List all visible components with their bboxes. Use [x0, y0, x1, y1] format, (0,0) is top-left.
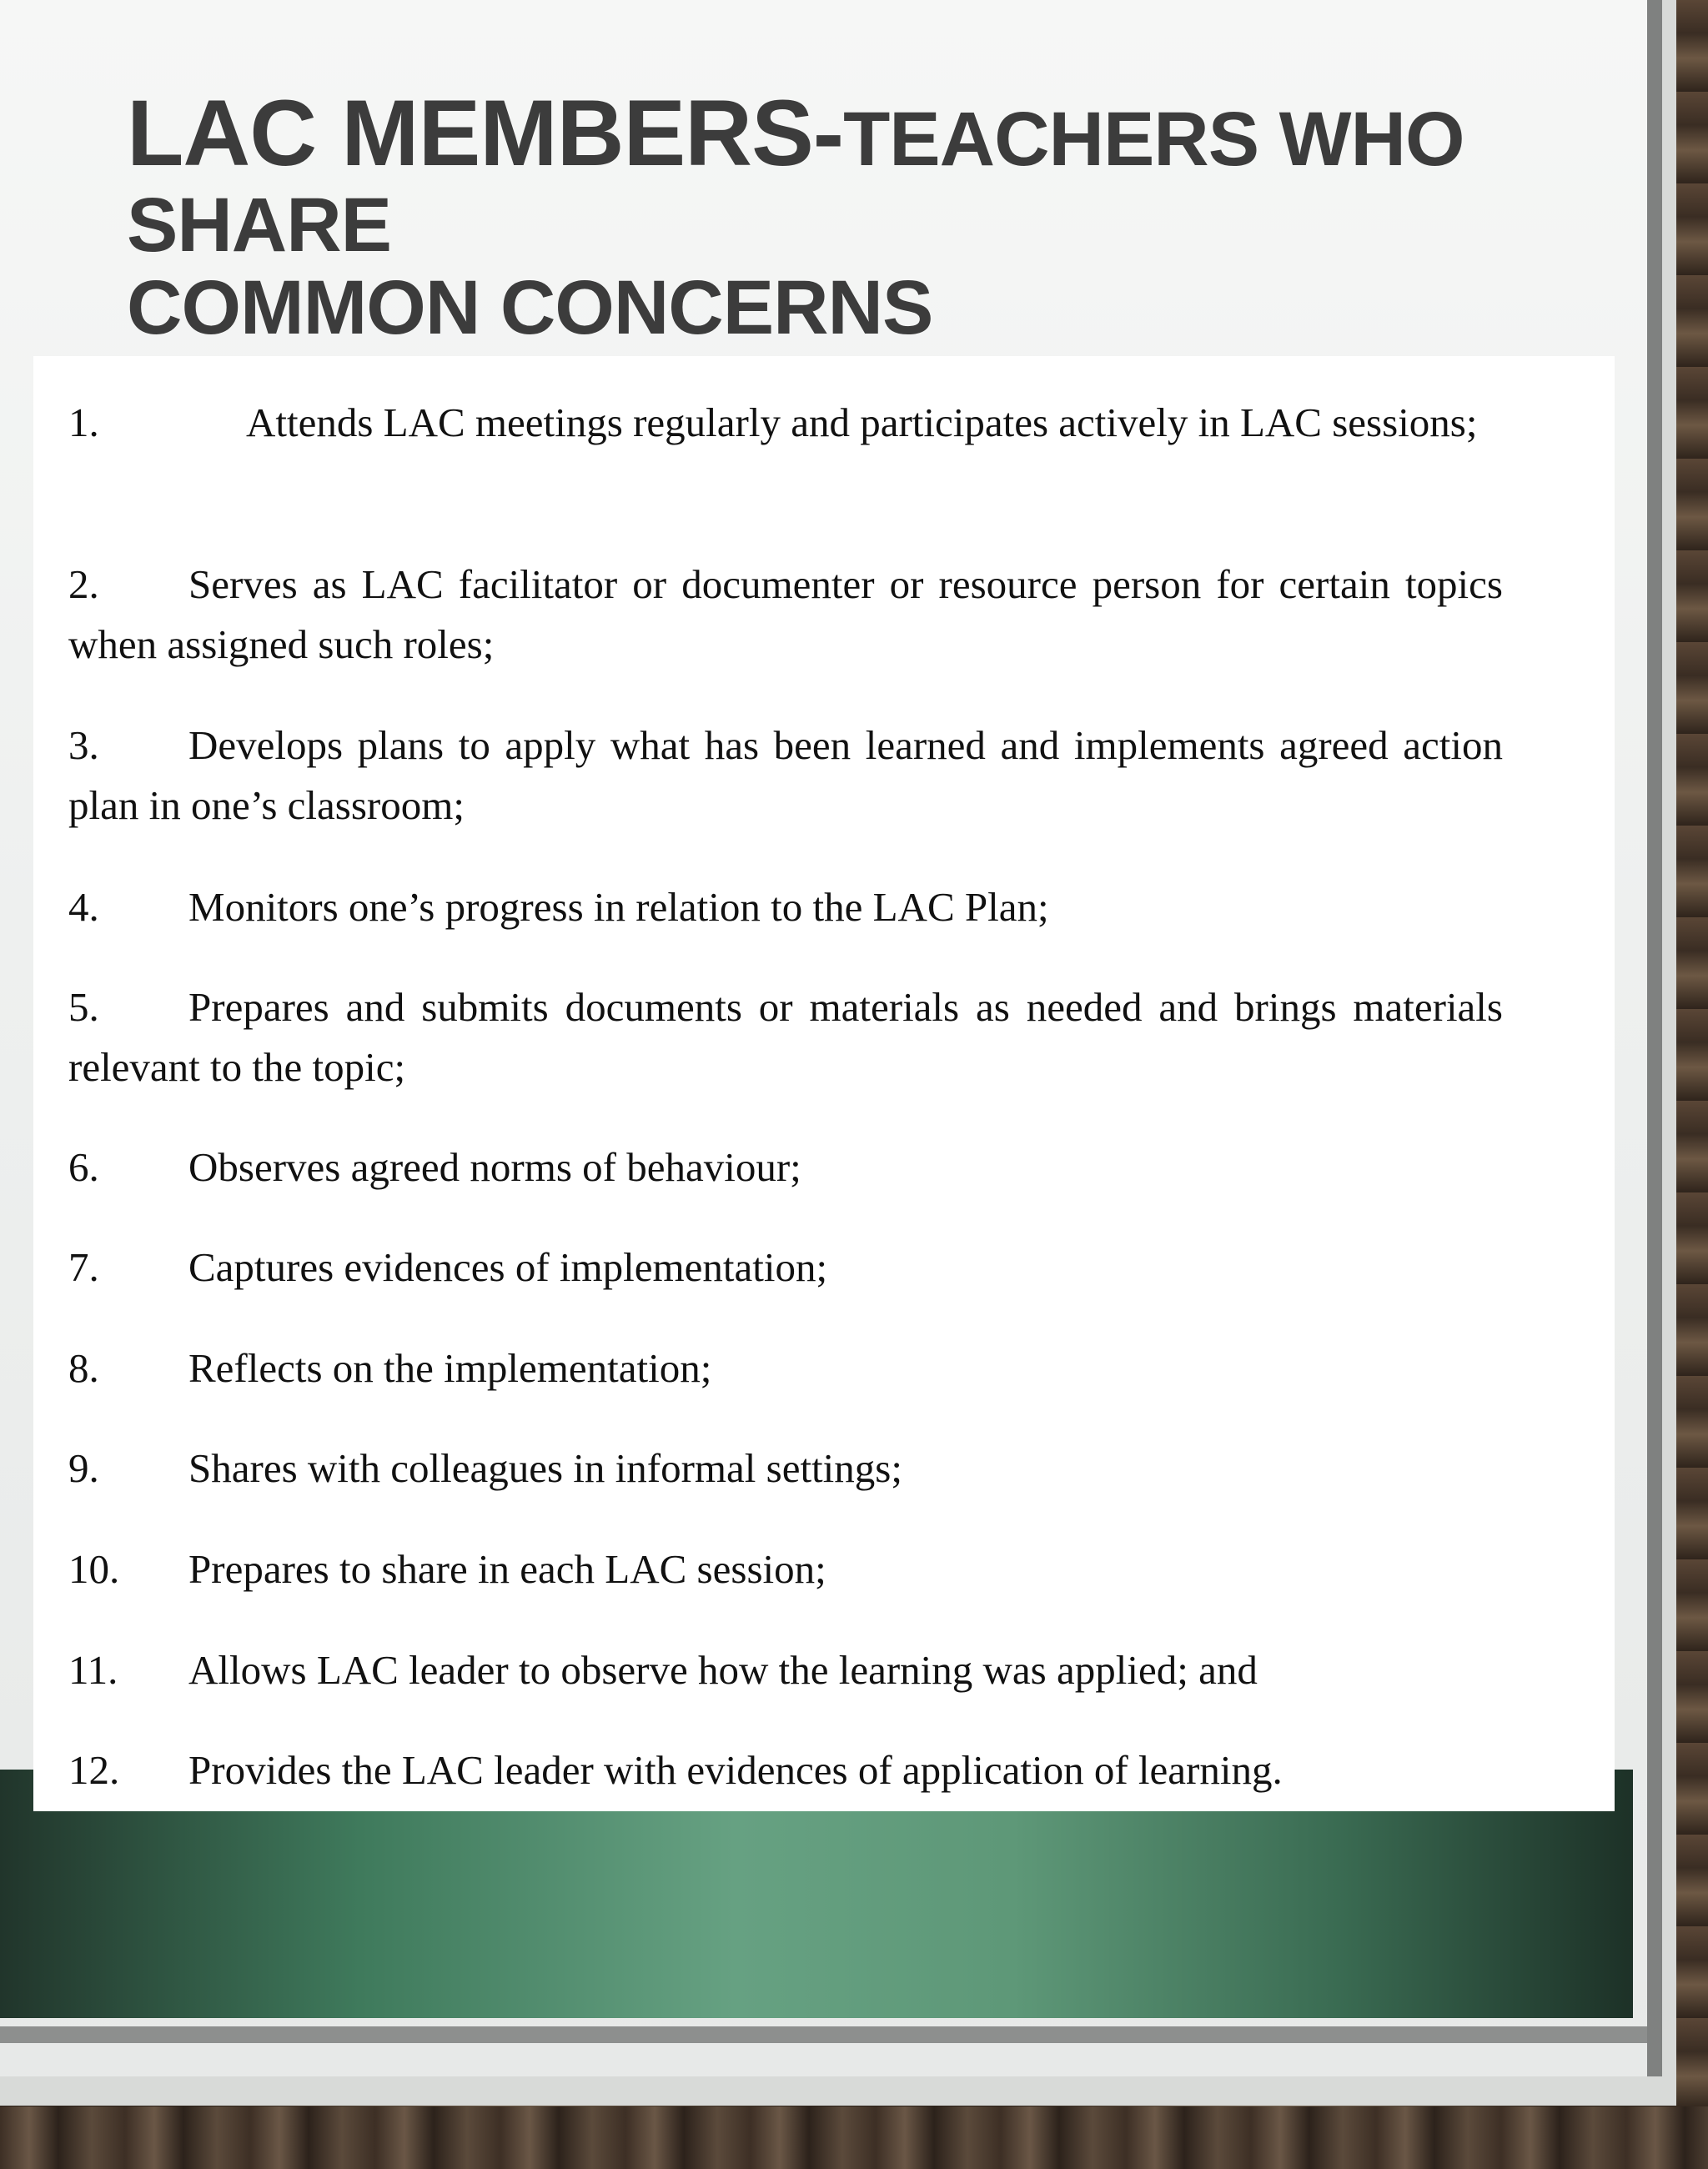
list-number: 9. — [68, 1445, 99, 1491]
document-image — [33, 356, 1615, 1811]
list-text: Serves as LAC facilitator or documenter or resource person for certain topics when assigned such roles; — [68, 561, 1503, 667]
list-item — [68, 877, 1503, 937]
brick-wall-bottom — [0, 2106, 1708, 2169]
title-line2: COMMON CONCERNS — [127, 265, 933, 351]
list-text: Allows LAC leader to observe how the learning was applied; and — [188, 1647, 1258, 1693]
list-item — [68, 393, 1503, 453]
slide-title — [127, 83, 1545, 350]
list-item — [68, 1238, 1503, 1298]
list-text: Develops plans to apply what has been learned and implements agreed action plan in one’s classroom; — [68, 722, 1503, 828]
list-text: Provides the LAC leader with evidences of application of learning. — [188, 1747, 1283, 1793]
list-number: 8. — [68, 1345, 99, 1391]
list-item — [68, 1640, 1503, 1700]
list-item — [68, 715, 1503, 836]
list-text: Prepares to share in each LAC session; — [188, 1546, 826, 1592]
list-text: Observes agreed norms of behaviour; — [188, 1144, 801, 1190]
list-item — [68, 555, 1503, 675]
list-number: 3. — [68, 722, 99, 768]
list-text: Shares with colleagues in informal settings; — [188, 1445, 902, 1491]
list-number: 4. — [68, 884, 99, 930]
list-item — [68, 1438, 1503, 1499]
list-item — [68, 1137, 1503, 1197]
list-number: 5. — [68, 984, 99, 1030]
list-text: Monitors one’s progress in relation to the LAC Plan; — [188, 884, 1049, 930]
list-number: 6. — [68, 1144, 99, 1190]
list-item — [68, 1338, 1503, 1398]
title-part2: TEACHERS WHO SHARE — [127, 97, 1464, 268]
list-text: Reflects on the implementation; — [188, 1345, 712, 1391]
slide-rim — [0, 2026, 1647, 2043]
list-text: Captures evidences of implementation; — [188, 1244, 828, 1290]
list-number: 10. — [68, 1546, 120, 1592]
list-text: Prepares and submits documents or materials as needed and brings materials relevant to the topic; — [68, 984, 1503, 1090]
list-text: Attends LAC meetings regularly and participates actively in LAC sessions; — [246, 399, 1478, 445]
list-number: 11. — [68, 1647, 118, 1693]
list-number: 2. — [68, 561, 99, 607]
title-part1: LAC MEMBERS- — [127, 81, 844, 185]
list-number: 7. — [68, 1244, 99, 1290]
list-item — [68, 977, 1503, 1097]
list-item — [68, 1740, 1503, 1800]
list-item — [68, 1539, 1503, 1599]
list-number: 12. — [68, 1747, 120, 1793]
list-number: 1. — [68, 399, 99, 445]
brick-wall-right — [1675, 0, 1708, 2169]
